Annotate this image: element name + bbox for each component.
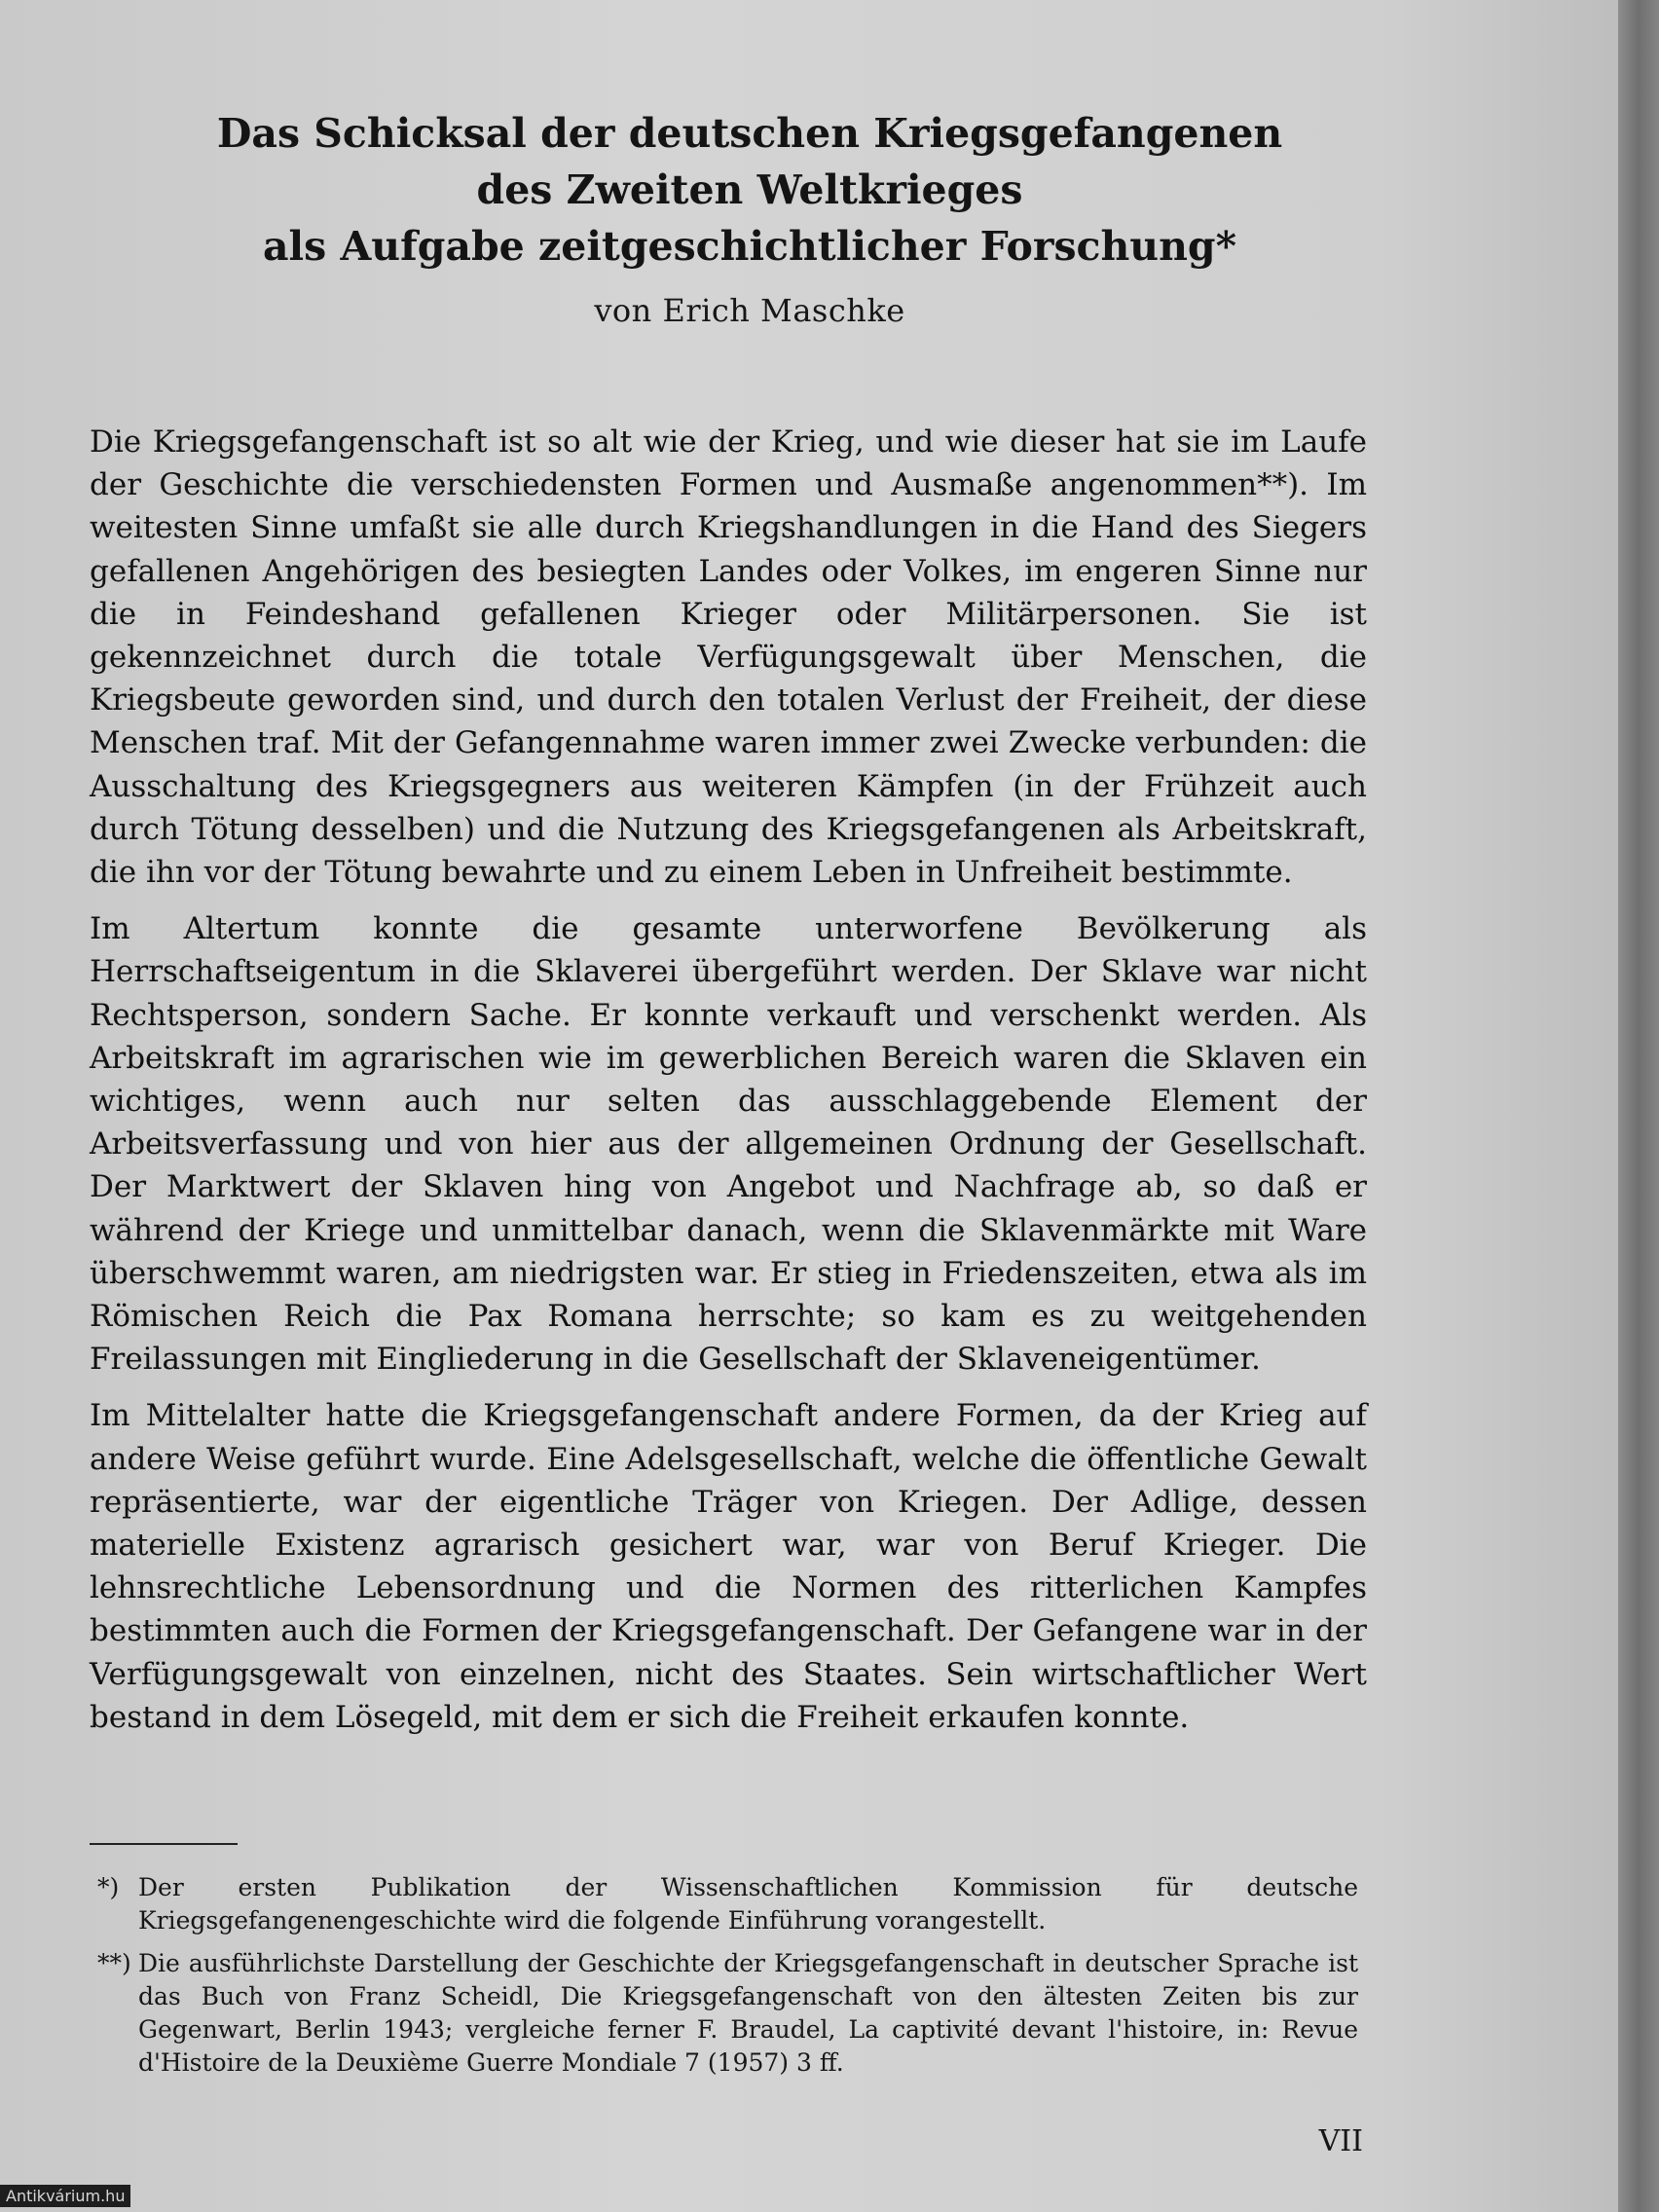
footnote-2-text: Die ausführlichste Darstellung der Geschichte der Kriegsgefangenschaft in deutscher Sprache ist das Buch von Franz Scheidl, Die Kriegsgefangenschaft von den ältesten Zeiten bis zur Gegenwart, Berlin 1943; vergleiche ferner F. Braudel, La captivité devant l'histoire, in: Revue d'Histoire de la Deuxième Guerre Mondiale 7 (1957) 3 ff.	[138, 1949, 1358, 2077]
author-line: von Erich Maschke	[594, 292, 905, 329]
paragraph-3: Im Mittelalter hatte die Kriegsgefangenschaft andere Formen, da der Krieg auf andere Weise geführt wurde. Eine Adelsgesellschaft, welche die öffentliche Gewalt repräsentierte, war der eigentliche Träger von Kriegen. Der Adlige, dessen materielle Existenz agrarisch gesichert war, war von Beruf Krieger. Die lehnsrechtliche Lebensordnung und die Normen des ritterlichen Kampfes bestimmten auch die Formen der Kriegsgefangenschaft. Der Gefangene war in der Verfügungsgewalt von einzelnen, nicht des Staates. Sein wirtschaftlicher Wert bestand in dem Lösegeld, mit dem er sich die Freiheit erkaufen konnte.	[90, 1398, 1367, 1735]
footnote-1-text: Der ersten Publikation der Wissenschaftlichen Kommission für deutsche Kriegsgefangenengeschichte wird die folgende Einführung vorangestellt.	[138, 1873, 1358, 1935]
watermark: Antikvárium.hu	[0, 2185, 130, 2207]
page-number: VII	[1318, 2124, 1363, 2158]
title-line-3: als Aufgabe zeitgeschichtlicher Forschung*	[262, 223, 1237, 270]
footnote-1-mark: *)	[97, 1873, 120, 1901]
title-line-2: des Zweiten Weltkrieges	[476, 166, 1023, 213]
footnote-divider	[90, 1843, 238, 1845]
paragraph-2: Im Altertum konnte die gesamte unterworfene Bevölkerung als Herrschaftseigentum in die Sklaverei übergeführt werden. Der Sklave war nicht Rechtsperson, sondern Sache. Er konnte verkauft und verschenkt werden. Als Arbeitskraft im agrarischen wie im gewerblichen Bereich waren die Sklaven ein wichtiges, wenn auch nur selten das ausschlaggebende Element der Arbeitsverfassung und von hier aus der allgemeinen Ordnung der Gesellschaft. Der Marktwert der Sklaven hing von Angebot und Nachfrage ab, so daß er während der Kriege und unmittelbar danach, wenn die Sklavenmärkte mit Ware überschwemmt waren, am niedrigsten war. Er stieg in Friedenszeiten, etwa als im Römischen Reich die Pax Romana herrschte; so kam es zu weitgehenden Freilassungen mit Eingliederung in die Gesellschaft der Sklaveneigentümer.	[90, 911, 1367, 1378]
title-line-1: Das Schicksal der deutschen Kriegsgefangenen	[216, 110, 1283, 157]
article-body	[90, 421, 1367, 1752]
paragraph-1: Die Kriegsgefangenschaft ist so alt wie der Krieg, und wie dieser hat sie im Laufe der Geschichte die verschiedensten Formen und Ausmaße angenommen**). Im weitesten Sinne umfaßt sie alle durch Kriegshandlungen in die Hand des Siegers gefallenen Angehörigen des besiegten Landes oder Volkes, im engeren Sinne nur die in Feindeshand gefallenen Krieger oder Militärpersonen. Sie ist gekennzeichnet durch die totale Verfügungsgewalt über Menschen, die Kriegsbeute geworden sind, und durch den totalen Verlust der Freiheit, der diese Menschen traf. Mit der Gefangennahme waren immer zwei Zwecke verbunden: die Ausschaltung des Kriegsgegners aus weiteren Kämpfen (in der Frühzeit auch durch Tötung desselben) und die Nutzung des Kriegsgefangenen als Arbeitskraft, die ihn vor der Tötung bewahrte und zu einem Leben in Unfreiheit bestimmte.	[90, 424, 1367, 891]
footnote-2-mark: **)	[97, 1949, 131, 1977]
article-title	[117, 105, 1382, 275]
book-spine-edge	[1618, 0, 1659, 2212]
